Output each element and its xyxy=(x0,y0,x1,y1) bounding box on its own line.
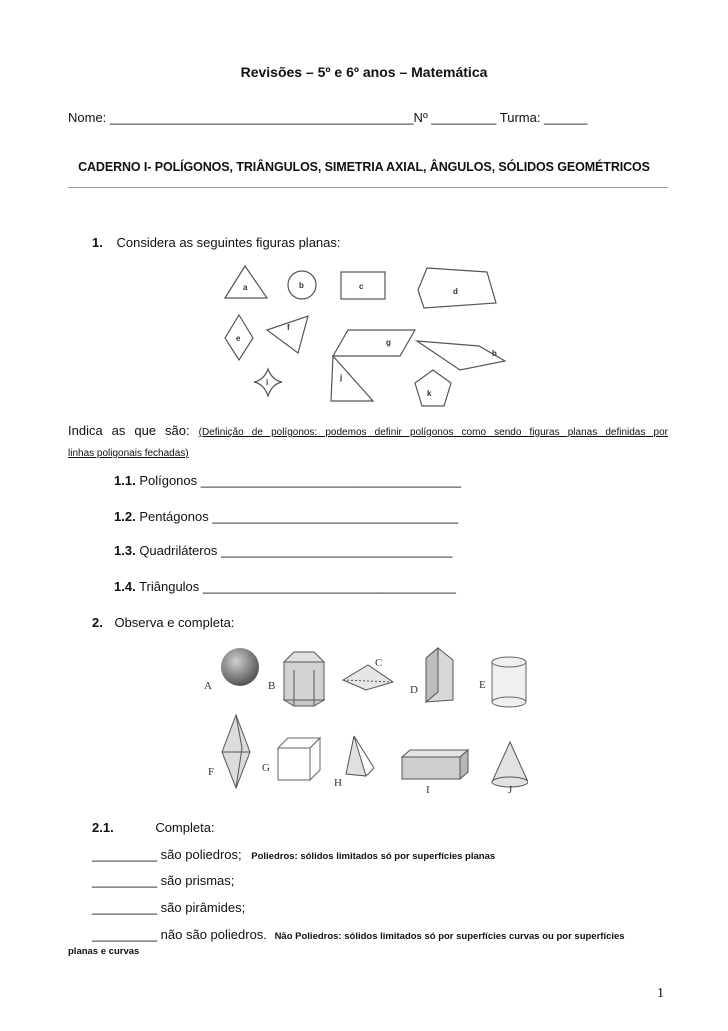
q2-1 xyxy=(92,820,215,835)
label-d: d xyxy=(453,287,458,296)
figure-j-right-triangle xyxy=(331,356,373,401)
nao-poliedros-note: Não Poliedros: sólidos limitados só por superfícies curvas ou por superfícies xyxy=(274,931,625,942)
indica-note: (Definição de polígonos: podemos definir polígonos como sendo figuras planas definidas por xyxy=(198,427,668,438)
complete-line-3-text: _________ são pirâmides; xyxy=(92,900,246,915)
complete-line-3 xyxy=(92,900,245,915)
solid-g-cube xyxy=(278,738,320,780)
q2-number: 2. xyxy=(92,615,103,630)
label-g: g xyxy=(386,338,391,347)
solid-h-pyramid xyxy=(346,736,374,776)
name-line: Nome: __________________________________________Nº _________ Turma: ______ xyxy=(68,110,588,125)
item-1-4-text: Triângulos ___________________________________ xyxy=(139,579,456,594)
item-1-4 xyxy=(114,579,456,594)
indica-main: Indica as que são: xyxy=(68,423,190,438)
item-1-4-num: 1.4. xyxy=(114,579,136,594)
solid-figures xyxy=(198,640,528,800)
poliedros-note: Poliedros: sólidos limitados só por superfícies planas xyxy=(251,851,496,862)
label-i: i xyxy=(266,378,269,387)
item-1-3-num: 1.3. xyxy=(114,543,136,558)
figure-g-parallelogram xyxy=(333,330,415,356)
page-number: 1 xyxy=(657,986,664,1001)
label-j: j xyxy=(340,373,343,382)
solid-c-pyramid xyxy=(343,665,393,690)
q2 xyxy=(92,615,234,630)
item-1-2 xyxy=(114,509,458,524)
complete-line-1-text: _________ são poliedros; xyxy=(92,847,242,862)
figure-f-triangle xyxy=(267,316,308,353)
label-c: c xyxy=(359,282,364,291)
solid-label-i: I xyxy=(426,784,430,796)
q1-text: Considera as seguintes figuras planas: xyxy=(116,235,341,250)
solid-f-octahedron xyxy=(222,715,250,788)
solid-b-hexagonal-prism xyxy=(284,652,324,706)
solid-label-h: H xyxy=(334,777,342,789)
divider xyxy=(68,187,668,188)
q2-1-text: Completa: xyxy=(155,820,215,835)
label-a: a xyxy=(243,283,248,292)
q2-1-number: 2.1. xyxy=(92,820,114,835)
figure-a-triangle xyxy=(225,266,267,298)
complete-line-4 xyxy=(92,927,625,942)
solid-label-f: F xyxy=(208,766,215,778)
item-1-2-num: 1.2. xyxy=(114,509,136,524)
solid-label-b: B xyxy=(268,680,276,692)
item-1-3-text: Quadriláteros ________________________________ xyxy=(139,543,453,558)
solid-e-cylinder xyxy=(492,657,526,707)
label-f: f xyxy=(287,323,290,332)
plane-figures xyxy=(215,258,515,413)
caderno-heading: CADERNO I- POLÍGONOS, TRIÂNGULOS, SIMETRIA AXIAL, ÂNGULOS, SÓLIDOS GEOMÉTRICOS xyxy=(78,160,650,174)
complete-line-2 xyxy=(92,873,234,888)
complete-line-2-text: _________ são prismas; xyxy=(92,873,235,888)
solid-a-sphere xyxy=(221,648,259,686)
q1-number: 1. xyxy=(92,235,103,250)
figure-k-pentagon xyxy=(415,370,451,406)
solid-label-e: E xyxy=(479,679,486,691)
solid-label-c: C xyxy=(375,657,383,669)
label-e: e xyxy=(236,334,241,343)
solid-label-d: D xyxy=(410,684,418,696)
solid-label-j: J xyxy=(508,784,513,796)
solid-d-prism xyxy=(426,648,453,702)
indica-note-tail: linhas poligonais fechadas) xyxy=(68,448,189,459)
item-1-1-num: 1.1. xyxy=(114,473,136,488)
nao-poliedros-note-tail: planas e curvas xyxy=(68,946,140,957)
item-1-1 xyxy=(114,473,461,488)
item-1-1-text: Polígonos ____________________________________ xyxy=(139,473,462,488)
complete-line-1 xyxy=(92,847,495,862)
q2-text: Observa e completa: xyxy=(114,615,235,630)
solid-i-cuboid xyxy=(402,750,468,779)
label-k: k xyxy=(427,389,432,398)
complete-line-4-text: _________ não são poliedros. xyxy=(92,927,267,942)
indica-line xyxy=(68,423,668,438)
label-b: b xyxy=(299,281,304,290)
solid-label-g: G xyxy=(262,762,270,774)
solid-label-a: A xyxy=(204,680,212,692)
item-1-2-text: Pentágonos __________________________________ xyxy=(139,509,459,524)
item-1-3 xyxy=(114,543,452,558)
solid-j-cone xyxy=(492,742,528,787)
label-h: h xyxy=(492,349,497,358)
q1 xyxy=(92,235,341,250)
page-title: Revisões – 5º e 6º anos – Matemática xyxy=(240,64,488,80)
